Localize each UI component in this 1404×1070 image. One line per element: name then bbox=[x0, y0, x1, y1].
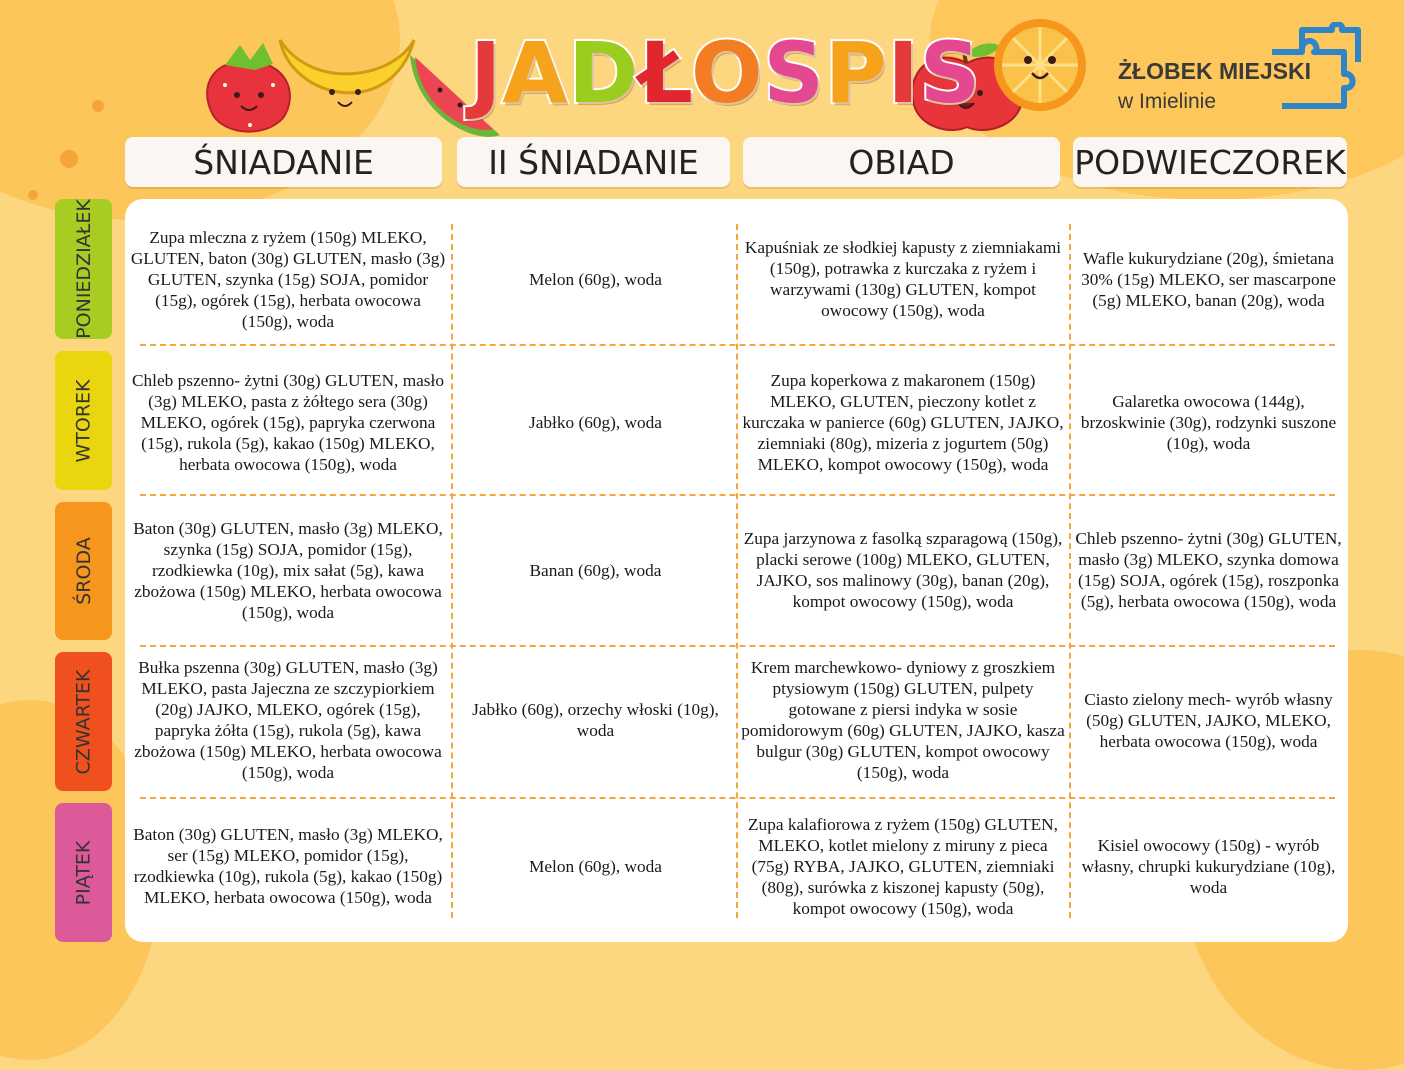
title-letter: S bbox=[763, 24, 825, 122]
meal-cell: Zupa kalafiorowa z ryżem (150g) GLUTEN, MLEKO, kotlet mielony z miruny z pieca (75g) RYBA, JAJKO, GLUTEN, ziemniaki (80g), surówka z kiszonej kapusty (50g), kompot owocowy (150g), woda bbox=[748, 814, 1058, 918]
day-label-text: CZWARTEK bbox=[72, 669, 95, 774]
title-letter: D bbox=[568, 24, 640, 122]
day-label-monday bbox=[55, 199, 112, 339]
meal-cell: Kapuśniak ze słodkiej kapusty z ziemniakami (150g), potrawka z kurczaka z ryżem i warzywami (130g) GLUTEN, kompot owocowy (150g), woda bbox=[744, 238, 1062, 320]
meal-cell: Bułka pszenna (30g) GLUTEN, masło (3g) MLEKO, pasta Jajeczna ze szczypiorkiem (20g) JAJKO, MLEKO, ogórek (15g), papryka żółta (15g), rukola (5g), kawa zbożowa (150g) MLEKO, herbata owocowa (150g), woda bbox=[134, 658, 442, 782]
dot bbox=[60, 150, 78, 168]
dot bbox=[92, 100, 104, 112]
meal-cell: Kisiel owocowy (150g) - wyrób własny, chrupki kukurydziane (10g), woda bbox=[1081, 835, 1336, 897]
dot bbox=[28, 190, 38, 200]
title-letter: A bbox=[502, 24, 569, 122]
day-label-thursday bbox=[55, 652, 112, 791]
meal-cell: Zupa koperkowa z makaronem (150g) MLEKO, GLUTEN, pieczony kotlet z kurczaka w panierce (60g) GLUTEN, JAJKO, ziemniaki (80g), mizeria z jogurtem (50g) MLEKO, kompot owocowy (150g), woda bbox=[742, 370, 1064, 474]
day-label-friday bbox=[55, 803, 112, 942]
day-label-text: PIĄTEK bbox=[72, 840, 95, 905]
page-title bbox=[470, 24, 982, 122]
column-divider bbox=[451, 224, 453, 918]
title-letter: I bbox=[887, 24, 920, 122]
column-header-afternoon-snack: PODWIECZOREK bbox=[1073, 137, 1347, 187]
meal-cell: Zupa mleczna z ryżem (150g) MLEKO, GLUTEN, baton (30g) GLUTEN, masło (3g) GLUTEN, szynka (15g) SOJA, pomidor (15g), ogórek (15g), herbata owocowa (150g), woda bbox=[130, 227, 446, 331]
meal-cell: Galaretka owocowa (144g), brzoskwinie (30g), rodzynki suszone (10g), woda bbox=[1080, 391, 1337, 453]
column-header-breakfast: ŚNIADANIE bbox=[125, 137, 442, 187]
day-label-text: WTOREK bbox=[72, 378, 95, 463]
nursery-logo bbox=[1112, 50, 1372, 120]
meal-cell: Baton (30g) GLUTEN, masło (3g) MLEKO, ser (15g) MLEKO, pomidor (15g), rzodkiewka (10g), rukola (5g), kakao (150g) MLEKO, herbata owocowa (150g), woda bbox=[133, 825, 443, 907]
meal-cell: Melon (60g), woda bbox=[529, 269, 662, 289]
title-letter: S bbox=[919, 24, 982, 122]
column-header-second-breakfast: II ŚNIADANIE bbox=[457, 137, 730, 187]
meal-cell: Jabłko (60g), orzechy włoski (10g), woda bbox=[472, 700, 719, 740]
meal-cell: Banan (60g), woda bbox=[529, 560, 662, 580]
meal-cell: Melon (60g), woda bbox=[529, 856, 662, 876]
row-divider bbox=[140, 645, 1335, 647]
title-letter: P bbox=[824, 24, 888, 122]
day-label-wednesday bbox=[55, 502, 112, 640]
row-divider bbox=[140, 797, 1335, 799]
title-letter: Ł bbox=[639, 24, 691, 122]
banana-icon bbox=[272, 20, 422, 130]
title-letter: J bbox=[470, 24, 503, 122]
column-header-lunch: OBIAD bbox=[743, 137, 1060, 187]
orange-icon bbox=[990, 15, 1090, 115]
meal-cell: Chleb pszenno- żytni (30g) GLUTEN, masło (3g) MLEKO, pasta z żółtego sera (30g) MLEKO, ogórek (15g), papryka czerwona (15g), rukola (5g), kakao (150g) MLEKO, herbata owocowa (150g), woda bbox=[132, 370, 444, 474]
logo-name: ŻŁOBEK MIEJSKI bbox=[1118, 58, 1311, 84]
day-label-text: PONIEDZIAŁEK bbox=[72, 199, 95, 339]
meal-cell: Chleb pszenno- żytni (30g) GLUTEN, masło (3g) MLEKO, szynka domowa (15g) SOJA, ogórek (15g), roszponka (5g), herbata owocowa (150g), woda bbox=[1075, 529, 1342, 611]
meal-cell: Ciasto zielony mech- wyrób własny (50g) GLUTEN, JAJKO, MLEKO, herbata owocowa (150g), woda bbox=[1084, 689, 1333, 751]
title-letter: O bbox=[690, 24, 764, 122]
meal-cell: Zupa jarzynowa z fasolką szparagową (150g), placki serowe (100g) MLEKO, GLUTEN, JAJKO, sos malinowy (30g), banan (20g), kompot owocowy (150g), woda bbox=[743, 529, 1063, 611]
row-divider bbox=[140, 494, 1335, 496]
day-label-tuesday bbox=[55, 351, 112, 490]
meal-cell: Wafle kukurydziane (20g), śmietana 30% (15g) MLEKO, ser mascarpone (5g) MLEKO, banan (20g), woda bbox=[1081, 248, 1336, 310]
day-label-text: ŚRODA bbox=[72, 537, 95, 605]
meal-cell: Jabłko (60g), woda bbox=[529, 412, 662, 432]
logo-place: w Imielinie bbox=[1118, 90, 1217, 113]
row-divider bbox=[140, 344, 1335, 346]
meal-cell: Baton (30g) GLUTEN, masło (3g) MLEKO, szynka (15g) SOJA, pomidor (15g), rzodkiewka (10g), mix sałat (5g), kawa zbożowa (150g) MLEKO, herbata owocowa (150g), woda bbox=[133, 518, 443, 622]
meal-cell: Krem marchewkowo- dyniowy z groszkiem ptysiowym (150g) GLUTEN, pulpety gotowane z piersi indyka w sosie pomidorowym (60g) GLUTEN, JAJKO, kasza bulgur (30g) GLUTEN, kompot owocowy (150g), woda bbox=[741, 658, 1065, 782]
